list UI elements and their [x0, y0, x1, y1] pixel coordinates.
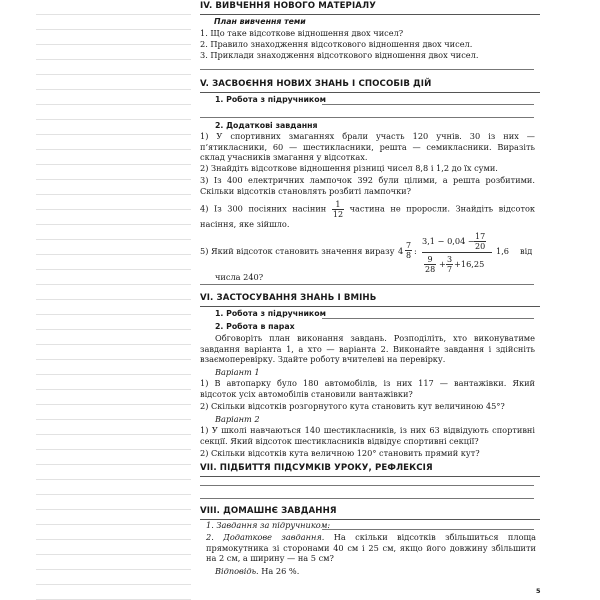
answer-line — [200, 69, 534, 70]
numerator: 9 — [424, 255, 436, 265]
answer-value: На 26 %. — [258, 566, 300, 576]
answer-line — [200, 485, 534, 486]
variant-1-task-1: 1) В автопарку було 180 автомобілів, із них 117 — вантажівки. Який відсоток усіх автомобілів становили вантажівки? — [200, 378, 535, 399]
numerator: 3 — [447, 255, 453, 264]
answer-line — [322, 529, 534, 530]
pair-work-intro: Обговоріть план виконання завдань. Розподіліть, хто виконуватиме завдання варіанта 1, а хто — варіанта 2. Виконайте завдання і здійсніть взаємоперевірку. Здайте роботу вчителеві на перевірку. — [200, 333, 535, 365]
notes-margin — [36, 0, 191, 600]
answer-line — [322, 318, 534, 319]
task-2: 2) Знайдіть відсоткове відношення різниці чисел 8,8 і 1,2 до їх суми. — [200, 163, 498, 173]
section-4-heading: IV. ВИВЧЕННЯ НОВОГО МАТЕРІАЛУ — [200, 1, 540, 15]
answer-line — [322, 104, 534, 105]
variant-2-label: Варіант 2 — [215, 414, 260, 424]
homework-extra-text: На скільки відсотків збільшиться площа прямокутника зі сторонами 40 см і 25 см, якщо його довжину збільшити на 2 см, а ширину — на 5 см? — [206, 532, 537, 564]
variant-2-task-2: 2) Скільки відсотків кута величною 120° становить прямий кут? — [200, 448, 480, 458]
fraction-7-8 — [405, 241, 412, 260]
page-number: 5 — [536, 587, 541, 595]
numerator: 1 — [332, 200, 344, 210]
lesson-page — [200, 0, 540, 600]
numerator: 7 — [406, 241, 412, 250]
complex-fraction: 3,1 − 0,04 − $\frac{17}{20}$ $\frac{9}{28}$ + $\frac{3}{7}$ +16,25 — [422, 232, 492, 276]
denominator: 28 — [425, 265, 436, 274]
numerator: 17 — [475, 232, 486, 241]
textbook-work-label: 1. Робота з підручником — [215, 309, 326, 318]
homework-answer — [215, 566, 550, 577]
denominator: 12 — [332, 210, 344, 219]
mixed-whole: 4 — [398, 246, 404, 256]
plan-item: 2. Правило знаходження відсоткового відношення двох чисел. — [200, 39, 473, 49]
expr-top: 3,1 − 0,04 − — [422, 236, 475, 246]
section-5-heading: V. ЗАСВОЄННЯ НОВИХ ЗНАНЬ І СПОСОБІВ ДІЙ — [200, 79, 540, 93]
fraction-17-20 — [474, 232, 486, 251]
section-6-heading: VI. ЗАСТОСУВАННЯ ЗНАНЬ І ВМІНЬ — [200, 293, 540, 307]
variant-1-label: Варіант 1 — [215, 367, 260, 377]
textbook-work-label: 1. Робота з підручником — [215, 95, 326, 104]
variant-1-task-2: 2) Скільки відсотків розгорнутого кута становить кут величиною 45°? — [200, 401, 505, 411]
answer-line — [200, 117, 534, 118]
plan-item: 3. Приклади знаходження відсоткового відношення двох чисел. — [200, 50, 479, 60]
multiplier: 1,6 — [496, 246, 510, 256]
task-5-text: 5) Який відсоток становить значення виразу — [200, 246, 395, 256]
extra-tasks-label: 2. Додаткові завдання — [215, 121, 318, 130]
answer-line — [200, 284, 534, 285]
task-4-text-end: частина не проросли. Знайдіть відсоток насіння, яке зійшло. — [200, 203, 536, 229]
task-4 — [200, 200, 535, 230]
plan-title: План вивчення теми — [214, 17, 306, 26]
plan-item: 1. Що таке відсоткове відношення двох чисел? — [200, 28, 404, 38]
fraction-1-12 — [332, 200, 344, 219]
expr-bottom: +16,25 — [454, 259, 485, 269]
task-5-tail: числа 240? — [215, 272, 264, 282]
answer-line — [200, 498, 534, 499]
pair-work-label: 2. Робота в парах — [215, 322, 295, 331]
denominator: 20 — [475, 242, 486, 251]
section-8-heading: VIII. ДОМАШНЄ ЗАВДАННЯ — [200, 506, 540, 520]
denominator: 7 — [447, 265, 453, 274]
task-1: 1) У спортивних змаганнях брали участь 120 учнів. 30 із них — п’ятикласники, 60 — шестикласники, решта — семикласники. Виразіть склад учасників змагання у відсотках. — [200, 131, 535, 163]
homework-extra — [206, 532, 536, 564]
task-5-from: від — [520, 246, 533, 256]
denominator: 8 — [406, 251, 412, 260]
task-5: 5) Який відсоток становить значення виразу 4 $\frac{7}{8}$ : 3,1 − 0,04 − $\frac{17}{20}$ $\frac{9}{28}$ + $\frac{3}{7}$ +16,25 1,6 від — [200, 232, 533, 274]
answer-label: Відповідь. — [215, 566, 259, 576]
section-7-heading: VII. ПІДБИТТЯ ПІДСУМКІВ УРОКУ, РЕФЛЕКСІЯ — [200, 463, 540, 477]
homework-textbook: 1. Завдання за підручником: — [206, 520, 331, 530]
task-3: 3) Із 400 електричних лампочок 392 були цілими, а решта розбитими. Скільки відсотків становлять розбиті лампочки? — [200, 175, 535, 196]
homework-extra-label: 2. Додаткове завдання. — [206, 532, 325, 542]
task-4-text: 4) Із 300 посіяних насінин — [200, 203, 327, 214]
variant-2-task-1: 1) У школі навчаються 140 шестикласників, із них 63 відвідують спортивні секції. Який відсоток шестикласників відвідує спортивні секції? — [200, 425, 535, 446]
